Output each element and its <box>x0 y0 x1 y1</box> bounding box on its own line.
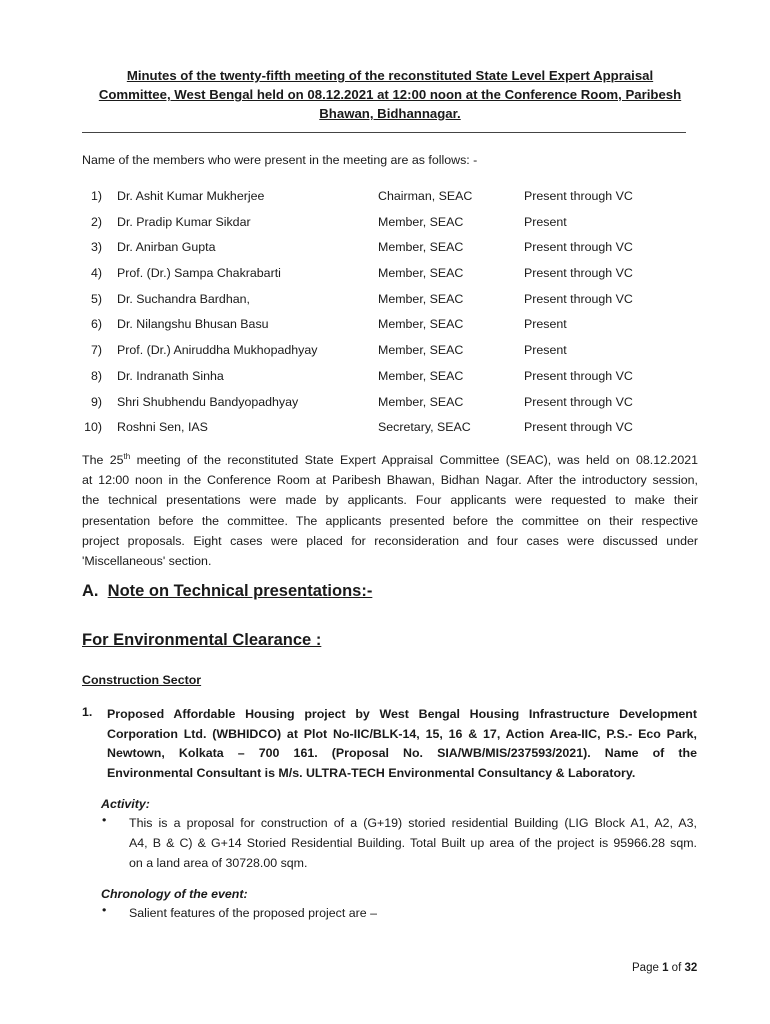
member-role: Member, SEAC <box>378 240 464 255</box>
member-name: Dr. Ashit Kumar Mukherjee <box>117 189 265 203</box>
member-row <box>82 266 702 292</box>
member-row <box>82 215 702 241</box>
member-row <box>82 369 702 395</box>
section-a-title: Note on Technical presentations:- <box>107 582 373 600</box>
member-name: Prof. (Dr.) Sampa Chakrabarti <box>117 266 281 281</box>
member-row <box>82 317 702 343</box>
proposal-line: Environmental Consultant is M/s. ULTRA-TECH Environmental Consultancy & Laboratory. <box>107 765 636 780</box>
member-number: 1) <box>90 189 102 203</box>
chronology-line: Salient features of the proposed project are – <box>129 906 377 920</box>
member-number: 7) <box>90 343 102 358</box>
member-role: Member, SEAC <box>378 214 464 229</box>
minutes-title <box>82 66 698 123</box>
member-role: Member, SEAC <box>378 266 464 281</box>
total-pages: 32 <box>684 962 698 974</box>
member-role: Member, SEAC <box>378 394 464 409</box>
title-line: Committee, West Bengal held on 08.12.2021 at 12:00 noon at the Conference Room, Paribesh <box>98 87 682 102</box>
member-role: Member, SEAC <box>378 317 464 332</box>
paragraph-line1-post: meeting of the reconstituted State Expert Appraisal Committee (SEAC), was held on 08.12.2021 <box>130 453 698 467</box>
section-a-heading <box>82 582 372 601</box>
member-name: Prof. (Dr.) Aniruddha Mukhopadhyay <box>117 343 318 358</box>
member-name: Dr. Nilangshu Bhusan Basu <box>117 317 269 332</box>
activity-heading: Activity: <box>101 797 150 811</box>
member-row <box>82 292 702 318</box>
activity-line: on a land area of 30728.00 sqm. <box>129 856 308 870</box>
member-number: 5) <box>90 291 102 306</box>
member-number: 10) <box>84 420 102 435</box>
page-number-footer <box>632 962 697 974</box>
paragraph-line: at 12:00 noon in the Conference Room at Paribesh Bhawan, Bidhan Nagar. After the introductory session, <box>82 473 698 488</box>
member-number: 9) <box>90 394 102 409</box>
bullet-icon: • <box>102 813 107 827</box>
activity-line: A4, B & C) & G+14 Storied Residential Building. Total Built up area of the project is 95966.28 sqm. <box>129 836 697 850</box>
title-line: Minutes of the twenty-fifth meeting of the reconstituted State Level Expert Appraisal <box>126 68 654 83</box>
member-number: 8) <box>90 368 102 383</box>
member-status: Present through VC <box>524 189 633 203</box>
paragraph-line1-pre: The 25 <box>82 453 124 467</box>
proposal-line: Corporation Ltd. (WBHIDCO) at Plot No-IIC/BLK-14, 15, 16 & 17, Action Area-IIC, P.S.- Eco Park, <box>107 726 697 741</box>
member-status: Present <box>524 343 567 358</box>
member-status: Present through VC <box>524 266 633 281</box>
member-status: Present through VC <box>524 291 633 306</box>
member-name: Dr. Suchandra Bardhan, <box>117 291 250 306</box>
member-name: Dr. Anirban Gupta <box>117 240 216 255</box>
member-row <box>82 189 702 215</box>
proposal-line: Proposed Affordable Housing project by West Bengal Housing Infrastructure Development <box>107 707 697 721</box>
member-name: Roshni Sen, IAS <box>117 420 208 435</box>
member-number: 4) <box>90 266 102 281</box>
paragraph-line: the technical presentations were made by applicants. Four applicants were requested to make their <box>82 493 698 508</box>
member-row <box>82 395 702 421</box>
member-number: 2) <box>90 214 102 229</box>
member-role: Chairman, SEAC <box>378 189 473 203</box>
member-role: Member, SEAC <box>378 291 464 306</box>
proposal-line: Newtown, Kolkata – 700 161. (Proposal No. SIA/WB/MIS/237593/2021). Name of the <box>107 746 697 760</box>
paragraph-line: 'Miscellaneous' section. <box>82 554 212 569</box>
member-row <box>82 240 702 266</box>
member-status: Present <box>524 317 567 332</box>
title-divider <box>82 132 686 133</box>
member-status: Present through VC <box>524 420 633 435</box>
proposal-description <box>107 705 697 783</box>
member-role: Secretary, SEAC <box>378 420 471 435</box>
ordinal-suffix: th <box>123 451 131 461</box>
chronology-text <box>129 903 697 923</box>
environmental-clearance-heading: For Environmental Clearance : <box>82 631 322 649</box>
construction-sector-heading: Construction Sector <box>82 673 202 687</box>
chronology-heading: Chronology of the event: <box>101 887 248 901</box>
paragraph-line <box>82 450 698 470</box>
member-role: Member, SEAC <box>378 368 464 383</box>
activity-line: This is a proposal for construction of a (G+19) storied residential Building (LIG Block A1, A2, A3, <box>129 816 697 830</box>
member-number: 6) <box>90 317 102 332</box>
meeting-summary-paragraph <box>82 450 698 571</box>
member-name: Dr. Pradip Kumar Sikdar <box>117 214 251 229</box>
section-a-prefix: A. <box>82 582 99 600</box>
members-list <box>82 189 702 446</box>
member-name: Shri Shubhendu Bandyopadhyay <box>117 394 299 409</box>
current-page: 1 <box>662 962 669 974</box>
member-number: 3) <box>90 240 102 255</box>
member-row <box>82 343 702 369</box>
paragraph-line: presentation before the committee. The applicants presented before the committee on their respective <box>82 513 698 528</box>
activity-text <box>129 813 697 873</box>
member-name: Dr. Indranath Sinha <box>117 368 224 383</box>
paragraph-line: project proposals. Eight cases were placed for reconsideration and four cases were discussed under <box>82 533 698 548</box>
member-status: Present through VC <box>524 394 633 409</box>
page-label: Page <box>632 962 659 974</box>
member-row <box>82 420 702 446</box>
member-status: Present <box>524 214 567 229</box>
page-of: of <box>671 962 682 974</box>
item-number: 1. <box>82 705 93 719</box>
title-line: Bhawan, Bidhannagar. <box>319 106 461 121</box>
member-status: Present through VC <box>524 368 633 383</box>
member-status: Present through VC <box>524 240 633 255</box>
member-role: Member, SEAC <box>378 343 464 358</box>
bullet-icon: • <box>102 903 107 917</box>
members-intro: Name of the members who were present in the meeting are as follows: - <box>82 153 478 167</box>
